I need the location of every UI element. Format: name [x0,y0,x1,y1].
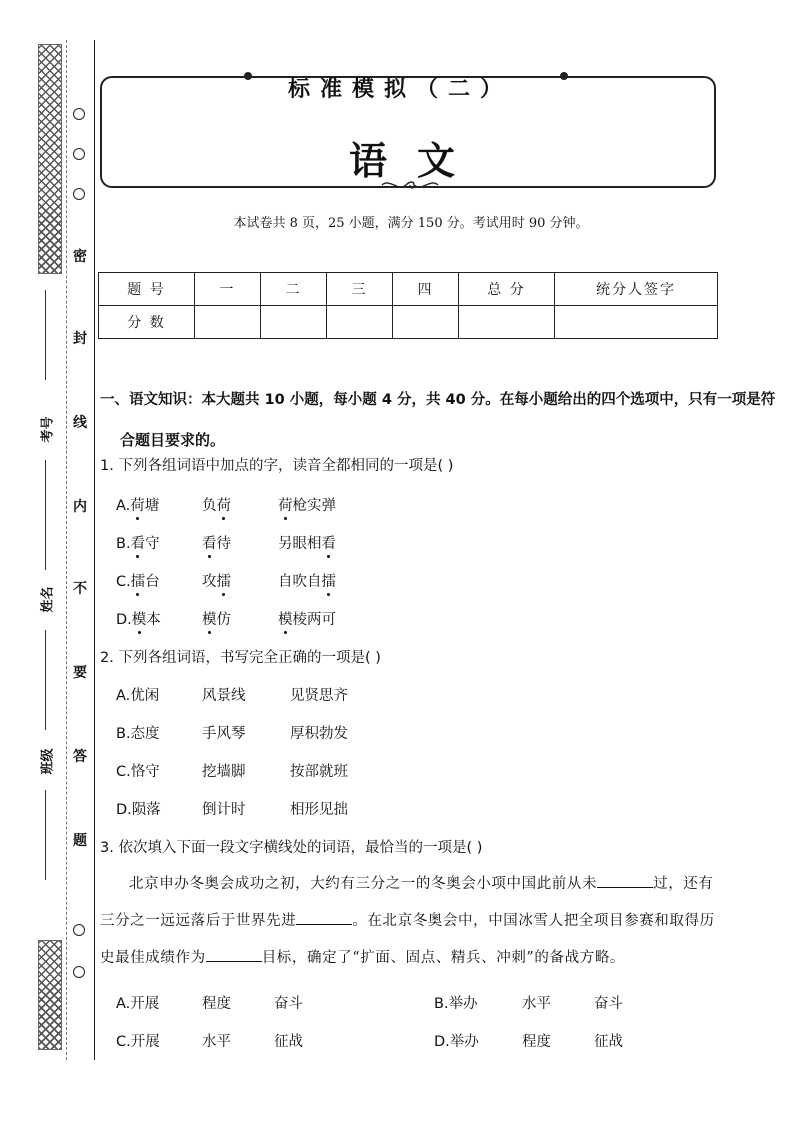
q2-option-a-word2: 风景线 [202,688,246,704]
q3-option-a-word3: 奋斗 [274,996,303,1012]
score-header-cell: 四 [393,273,459,306]
q3-option-a: A.开展 [116,996,160,1012]
q3-option-b: B.举办 [434,996,478,1012]
q1-option-c-word2: 攻擂 [202,574,231,590]
score-header-cell: 题 号 [99,273,195,306]
q3-option-d-word3: 征战 [594,1034,623,1050]
question-2-stem: 2. 下列各组词语，书写完全正确的一项是( ) [100,650,381,666]
q2-option-d-word2: 倒计时 [202,802,246,818]
q2-option-b-word3: 厚积勃发 [290,726,348,742]
q2-option-b: B.态度 [116,726,160,742]
dotted-char: 荷 [216,498,231,514]
score-input-cell [393,306,459,339]
option-label: C. [116,764,131,780]
score-header-cell: 三 [327,273,393,306]
question-3-stem: 3. 依次填入下面一段文字横线处的词语，最恰当的一项是( ) [100,840,483,856]
option-label: B. [434,996,449,1012]
option-label: A. [116,498,131,514]
dotted-char: 擂 [130,574,146,590]
q3-option-d-word2: 程度 [522,1034,551,1050]
score-input-cell [555,306,718,339]
seal-char: 题 [73,833,87,849]
dotted-char: 模 [202,612,217,628]
q1-option-d: D.模本 [116,612,161,628]
field-line [45,460,46,570]
q3-passage: 北京申办冬奥会成功之初，大约有三分之一的冬奥会小项中国此前从未 过，还有三分之一远远落后于世界先进 。在北京冬奥会中，中国冰雪人把全项目参赛和取得历史最佳成绩作为 目标，确定了“扩面、固点、精兵、冲刺”的备战方略。 [100,876,715,966]
dotted-char: 擂 [216,574,231,590]
q3-option-b-word3: 奋斗 [594,996,623,1012]
seal-char: 密 [73,249,87,265]
dotted-char: 看 [202,536,217,552]
score-input-cell [327,306,393,339]
q3-option-c-word3: 征战 [274,1034,303,1050]
binding-hatch-bottom [38,940,62,1050]
option-label: A. [116,996,131,1012]
binding-hole [73,108,85,120]
option-label: C. [116,574,131,590]
q2-option-c: C.恪守 [116,764,160,780]
q1-option-a-word2: 负荷 [202,498,231,514]
exam-subtitle: 标准模拟（二） [287,76,512,102]
dotted-char: 荷 [278,498,293,514]
q3-option-c-word2: 水平 [202,1034,231,1050]
score-table-row [99,306,718,339]
score-header-cell: 统分人签字 [555,273,718,306]
dotted-char: 看 [321,536,336,552]
option-label: A. [116,688,131,704]
field-line [45,290,46,380]
binding-hole [73,966,85,978]
score-input-cell [261,306,327,339]
option-label: B. [116,726,131,742]
score-input-cell [195,306,261,339]
section-heading-line: 合题目要求的。 [120,431,226,449]
score-header-cell: 二 [261,273,327,306]
q3-option-a-word2: 程度 [202,996,231,1012]
score-label-cell: 分 数 [99,306,195,339]
q1-option-b-word2: 看待 [202,536,231,552]
binding-seal-line [94,40,95,1060]
seal-char: 封 [73,331,87,347]
question-1-stem: 1. 下列各组词语中加点的字，读音全都相同的一项是( ) [100,458,454,474]
q2-option-c-word3: 按部就班 [290,764,348,780]
fill-blank [597,874,653,888]
q2-option-b-word2: 手风琴 [202,726,246,742]
q1-option-d-word2: 模仿 [202,612,231,628]
q2-option-c-word2: 挖墙脚 [202,764,246,780]
binding-dashed-line [66,40,67,1060]
q2-option-a-word3: 见贤思齐 [290,688,348,704]
score-input-cell [459,306,555,339]
field-label-exam-number: 考号 [40,416,56,443]
binding-hole [73,924,85,936]
q1-option-a-word3: 荷枪实弹 [278,498,336,514]
field-line [45,790,46,880]
field-line [45,630,46,730]
q3-option-b-word2: 水平 [522,996,551,1012]
dotted-char: 看 [130,536,146,552]
dotted-char: 模 [278,612,293,628]
q3-option-c: C.开展 [116,1034,160,1050]
dotted-char: 擂 [321,574,336,590]
q3-option-d: D.举办 [434,1034,479,1050]
flourish-ornament [380,178,440,192]
exam-title: 语文 [348,138,485,183]
q2-option-a: A.优闲 [116,688,160,704]
q1-option-b: B.看守 [116,536,160,552]
q1-option-d-word3: 模棱两可 [278,612,336,628]
option-label: D. [116,802,132,818]
section-heading-line: 一、语文知识：本大题共 10 小题，每小题 4 分，共 40 分。在每小题给出的四个选项中，只有一项是符 [100,392,776,408]
option-label: D. [116,612,132,628]
seal-char: 不 [73,581,87,597]
q1-option-c: C.擂台 [116,574,160,590]
score-header-cell: 一 [195,273,261,306]
score-table [98,272,718,339]
option-label: C. [116,1034,131,1050]
field-label-class: 班级 [40,748,56,775]
fill-blank [206,948,262,962]
seal-char: 内 [73,499,87,515]
q2-option-d: D.陨落 [116,802,161,818]
q1-option-c-word3: 自吹自擂 [278,574,336,590]
binding-hole [73,188,85,200]
dotted-char: 模 [131,612,147,628]
section-heading [100,380,776,460]
dotted-char: 荷 [130,498,145,514]
fill-blank [296,911,352,925]
field-label-name: 姓名 [40,586,56,613]
q2-option-d-word3: 相形见拙 [290,802,348,818]
seal-char: 线 [73,415,87,431]
seal-char: 答 [73,749,87,765]
exam-info: 本试卷共 8 页，25 小题，满分 150 分。考试用时 90 分钟。 [233,216,589,231]
q1-option-a: A.荷塘 [116,498,160,514]
q1-option-b-word3: 另眼相看 [278,536,336,552]
option-label: D. [434,1034,450,1050]
option-label: B. [116,536,131,552]
seal-char: 要 [73,665,87,681]
score-table-row [99,273,718,306]
score-header-cell: 总 分 [459,273,555,306]
